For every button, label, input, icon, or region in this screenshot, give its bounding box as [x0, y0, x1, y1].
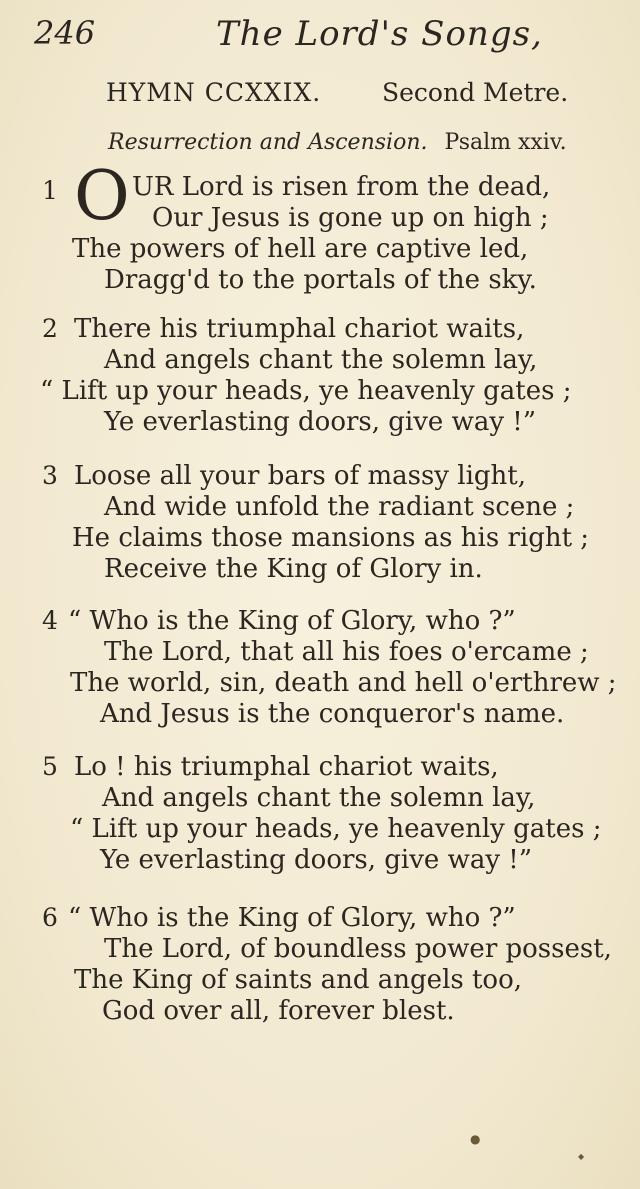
- verse-line: The Lord, of boundless power possest,: [104, 934, 612, 964]
- verse-line: The powers of hell are captive led,: [72, 234, 529, 264]
- verse-line: And angels chant the solemn lay,: [102, 783, 536, 813]
- subject-line: [108, 130, 567, 155]
- page-number: 246: [34, 14, 96, 52]
- verse-line: And angels chant the solemn lay,: [104, 345, 538, 375]
- verse-line: Ye everlasting doors, give way !”: [100, 845, 533, 875]
- verse-line: Loose all your bars of massy light,: [74, 461, 526, 491]
- verse-line: Lo ! his triumphal chariot waits,: [74, 752, 499, 782]
- printer-mark-icon: ●: [470, 1132, 481, 1146]
- hymn-heading: [0, 78, 640, 114]
- printer-mark-icon: ◆: [578, 1152, 585, 1161]
- stanza-number: 4: [42, 606, 58, 635]
- verse-line: The Lord, that all his foes o'ercame ;: [104, 637, 589, 667]
- verse-line: Ye everlasting doors, give way !”: [104, 407, 537, 437]
- stanza-number: 1: [42, 176, 58, 205]
- verse-line: And Jesus is the conqueror's name.: [100, 699, 565, 729]
- verse-line: The King of saints and angels too,: [74, 965, 523, 995]
- stanza-number: 6: [42, 903, 58, 932]
- stanza-number: 5: [42, 752, 58, 781]
- verse-line: There his triumphal chariot waits,: [74, 314, 525, 344]
- hymn-number: HYMN CCXXIX.: [106, 78, 322, 107]
- verse-line: And wide unfold the radiant scene ;: [104, 492, 575, 522]
- running-head: [0, 14, 640, 58]
- psalm-reference: Psalm xxiv.: [444, 130, 567, 155]
- verse-line: “ Who is the King of Glory, who ?”: [68, 606, 516, 636]
- drop-cap: O: [74, 157, 130, 236]
- verse-line: “ Who is the King of Glory, who ?”: [68, 903, 516, 933]
- verse-line: Our Jesus is gone up on high ;: [152, 203, 549, 233]
- verse-line: Dragg'd to the portals of the sky.: [104, 265, 537, 295]
- verse-line: “ Lift up your heads, ye heavenly gates ;: [40, 376, 572, 406]
- stanza-number: 3: [42, 461, 58, 490]
- hymn-metre: Second Metre.: [382, 78, 569, 107]
- subject-topic: Resurrection and Ascension.: [108, 130, 428, 155]
- verse-line: “ Lift up your heads, ye heavenly gates ;: [70, 814, 602, 844]
- verse-line: UR Lord is risen from the dead,: [132, 172, 551, 202]
- running-title: The Lord's Songs,: [216, 14, 543, 54]
- stanza-number: 2: [42, 314, 58, 343]
- verse-line: Receive the King of Glory in.: [104, 554, 483, 584]
- verse-line: God over all, forever blest.: [102, 996, 455, 1026]
- verse-line: The world, sin, death and hell o'erthrew ;: [70, 668, 617, 698]
- verse-line: He claims those mansions as his right ;: [72, 523, 590, 553]
